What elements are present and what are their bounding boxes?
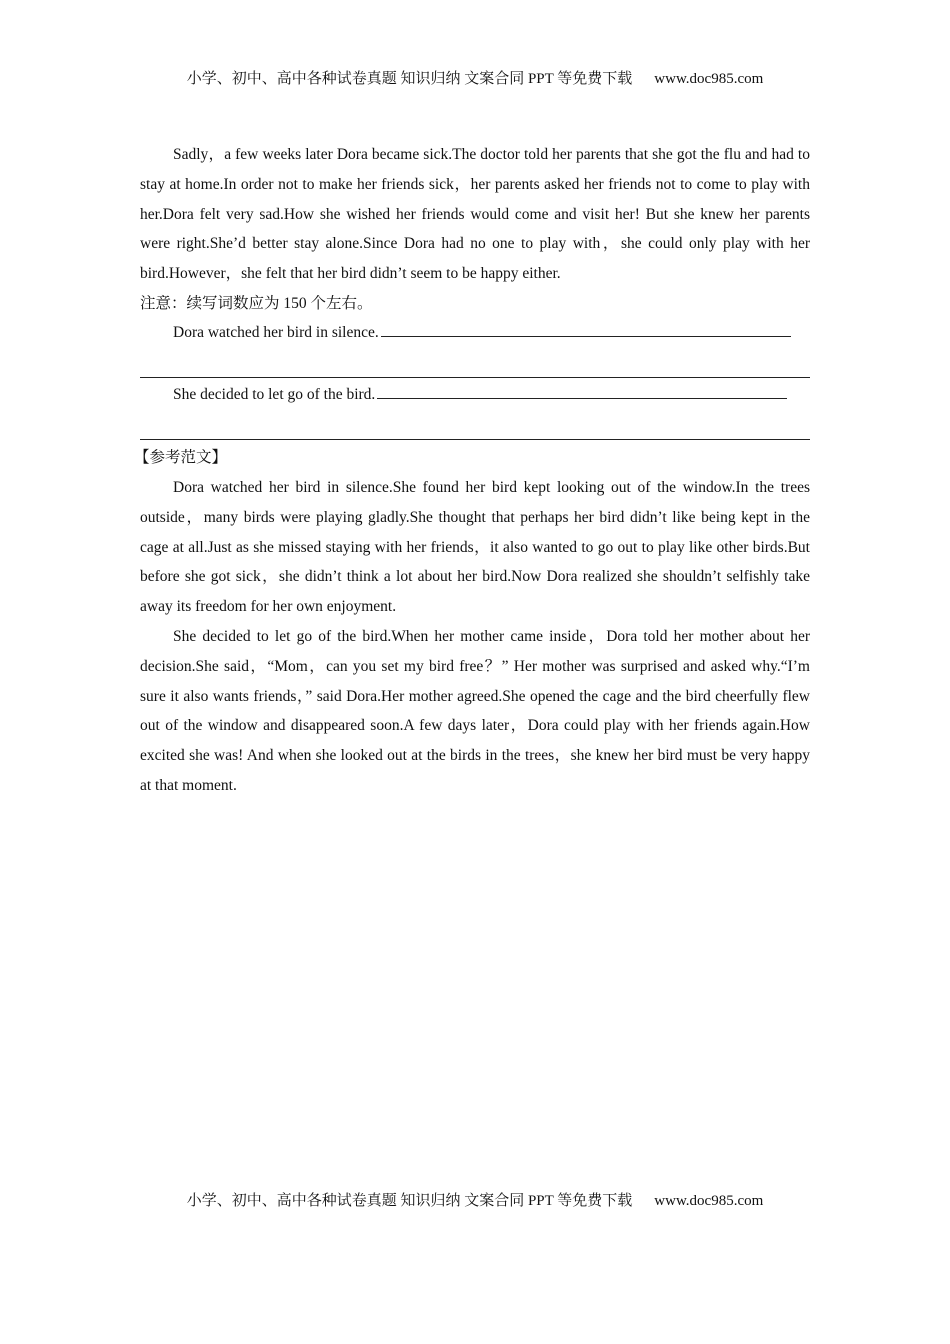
answer-blank-1a[interactable] [381, 322, 791, 337]
word-count-note: 注意：续写词数应为 150 个左右。 [140, 294, 373, 312]
continuation-prompt-2 [140, 381, 810, 409]
header-text: 小学、初中、高中各种试卷真题 知识归纳 文案合同 PPT 等免费下载 [186, 71, 633, 87]
header-site-link[interactable]: www.doc985.com [654, 71, 764, 87]
answer-blank-2a[interactable] [377, 384, 787, 399]
answer-blank-2b[interactable] [140, 409, 810, 440]
page-footer [0, 1191, 950, 1211]
sample-paragraph-1: Dora watched her bird in silence.She found her bird kept looking out of the window.In the trees outside，many birds were playing gladly.She thought that perhaps her bird didn’t like being kept in the cage at all.Just as she missed staying with her friends，it also wanted to go out to play like other birds.But before she got sick，she didn’t think a lot about her bird.Now Dora realized she shouldn’t selfishly take away its freedom for her own enjoyment. [140, 478, 810, 616]
continuation-prompt-1 [140, 319, 810, 347]
page-header [0, 69, 950, 89]
story-paragraph: Sadly，a few weeks later Dora became sick.The doctor told her parents that she got the flu and had to stay at home.In order not to make her friends sick，her parents asked her friends not to come to play with her.Dora felt very sad.How she wished her friends would come and visit her! But she knew her parents were right.She’d better stay alone.Since Dora had no one to play with，she could only play with her bird.However，she felt that her bird didn’t seem to be happy either. [140, 146, 810, 283]
sample-answer-heading: 【参考范文】 [134, 448, 228, 466]
prompt-2-text: She decided to let go of the bird. [173, 385, 376, 403]
prompt-1-text: Dora watched her bird in silence. [173, 323, 379, 341]
footer-site-link[interactable]: www.doc985.com [654, 1193, 764, 1209]
answer-blank-1b[interactable] [140, 347, 810, 378]
sample-paragraph-2: She decided to let go of the bird.When her mother came inside，Dora told her mother about her decision.She said，“Mom，can you set my bird free？” Her mother was surprised and asked why.“I’m sure it also wants friends，” said Dora.Her mother agreed.She opened the cage and the bird cheerfully flew out of the window and disappeared soon.A few days later，Dora could play with her friends again.How excited she was! And when she looked out at the birds in the trees，she knew her bird must be very happy at that moment. [140, 627, 810, 794]
footer-text: 小学、初中、高中各种试卷真题 知识归纳 文案合同 PPT 等免费下载 [186, 1193, 633, 1209]
document-body [134, 140, 810, 801]
